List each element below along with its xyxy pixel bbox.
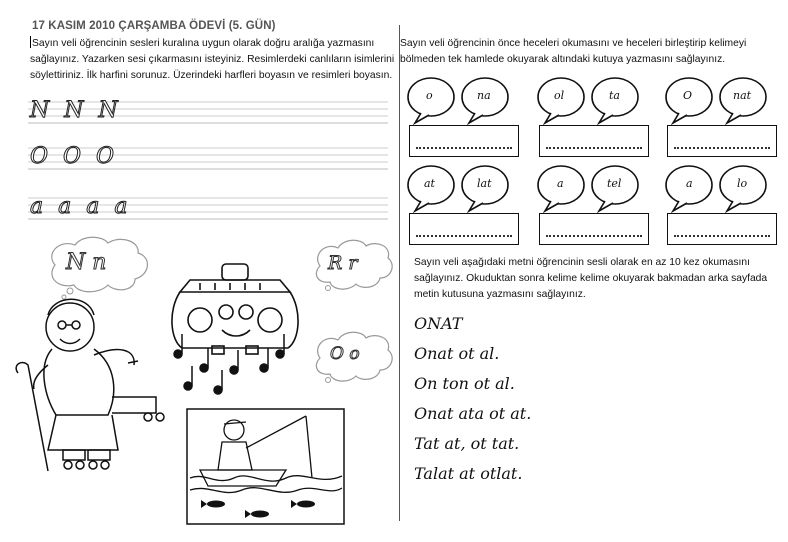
grandmother-illustration [8, 285, 178, 475]
text-cursor [30, 36, 31, 48]
practice-letters-N: N N N [30, 98, 122, 123]
answer-box-4[interactable] [409, 213, 519, 245]
bubble-label-O: O o [330, 344, 360, 364]
syllable-3b: nat [733, 89, 752, 102]
practice-letters-O: O O O [30, 144, 119, 169]
bubble-label-N: N n [66, 250, 107, 275]
syllable-exercise-area [405, 75, 785, 255]
radio-illustration [160, 250, 310, 400]
answer-box-1[interactable] [409, 125, 519, 157]
reading-instruction: Sayın veli aşağıdaki metni öğrencinin sesli olarak en az 10 kez okumasını sağlayınız. Okuduktan sonra kelime kelime okuyarak bakmadan arka sayfada metin kutusuna yazmasını sağlayınız. [414, 257, 768, 301]
syllable-4b: lat [477, 177, 492, 190]
syllable-1b: na [477, 89, 491, 102]
syllable-2a: ol [554, 89, 565, 102]
syllable-2b: ta [609, 89, 620, 102]
handwriting-row-2 [28, 146, 388, 170]
syllable-bubbles-6 [663, 163, 771, 213]
column-divider [399, 25, 400, 521]
story-line-4: Onat ata ot at. [414, 404, 532, 423]
story-line-5: Tat at, ot tat. [414, 434, 520, 453]
page-title: 17 KASIM 2010 ÇARŞAMBA ÖDEVİ (5. GÜN) [32, 20, 276, 32]
practice-letters-a: a a a a [30, 194, 132, 219]
story-line-6: Talat at otlat. [414, 464, 523, 483]
story-line-3: On ton ot al. [414, 374, 515, 393]
syllable-bubbles-2 [535, 75, 643, 125]
answer-box-3[interactable] [667, 125, 777, 157]
left-instruction-text: Sayın veli öğrencinin sesleri kuralına uygun olarak doğru aralığa yazmasını sağlayınız. Yazarken sesi çıkarmasını isteyiniz. Resimlerdeki canlıların isimlerini söylettiriniz. İlk harfini sorunuz. Üzerindeki harfleri boyasın ve resimleri boyasın. [30, 38, 395, 82]
syllable-5a: a [557, 177, 564, 190]
syllable-1a: o [426, 89, 433, 102]
story-line-1: ONAT [414, 314, 463, 333]
answer-box-5[interactable] [539, 213, 649, 245]
answer-box-6[interactable] [667, 213, 777, 245]
left-instruction [30, 36, 395, 85]
syllable-bubbles-5 [535, 163, 643, 213]
handwriting-row-3 [28, 196, 388, 220]
syllable-6b: lo [737, 177, 748, 190]
syllable-bubbles-1 [405, 75, 513, 125]
syllable-3a: O [683, 89, 693, 102]
syllable-5b: tel [607, 177, 622, 190]
syllable-6a: a [686, 177, 693, 190]
syllable-4a: at [424, 177, 435, 190]
handwriting-row-1 [28, 100, 388, 124]
story-line-2: Onat ot al. [414, 344, 500, 363]
fishing-boy-illustration [186, 408, 346, 526]
answer-box-2[interactable] [539, 125, 649, 157]
syllable-bubbles-4 [405, 163, 513, 213]
bubble-label-R: R r [328, 252, 358, 274]
syllable-bubbles-3 [663, 75, 771, 125]
right-instruction: Sayın veli öğrencinin önce heceleri okumasını ve heceleri birleştirip kelimeyi bölmeden tek hamlede okuyarak altındaki kutuya yazmasını sağlayınız. [400, 38, 747, 66]
